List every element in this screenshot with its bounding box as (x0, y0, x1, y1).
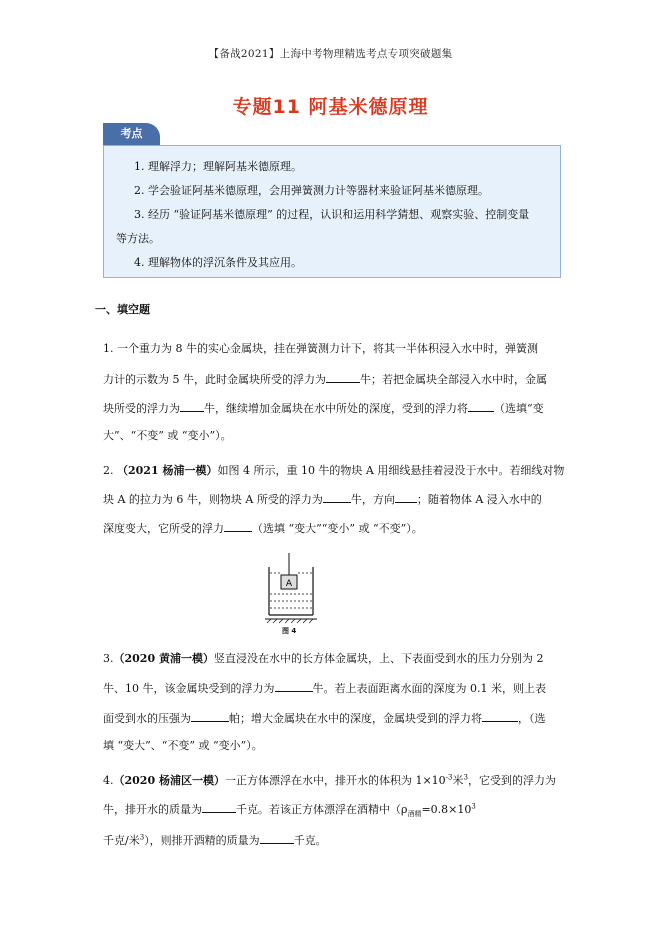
q3-line: 3.（2020 黄浦一模）竖直浸没在水中的长方体金属块，上、下表面受到水的压力分别为 2 (103, 652, 544, 665)
blank (191, 711, 229, 722)
blank (482, 711, 518, 722)
figure-caption: 图 4 (282, 627, 297, 635)
blank (275, 681, 313, 692)
q4-line: 4.（2020 杨浦区一模）一正方体漂浮在水中，排开水的体积为 $1\times 10^{-3}$米$^3$，它受到的浮力为 (103, 773, 556, 787)
q2-line: 块 A 的拉力为 6 牛，则物块 A 所受的浮力为 牛，方向 ；随着物体 A 浸入水中的 (103, 493, 542, 506)
page-title: 专题11 阿基米德原理 (232, 96, 429, 118)
q1-line: 力计的示数为 5 牛，此时金属块所受的浮力为 牛；若把金属块全部浸入水中时，金属 (103, 373, 547, 386)
section-heading: 一、填空题 (95, 303, 150, 316)
q3-source: （2020 黄浦一模） (113, 652, 214, 665)
q3-line: 填 “变大”、“不变” 或 “变小”）。 (103, 739, 263, 752)
blank (468, 401, 494, 412)
q4-line: 牛，排开水的质量为 千克。若该正方体漂浮在酒精中（$\rho_{酒精}=0.8\times 10^3$ (103, 802, 476, 819)
q1-line: 1. 一个重力为 8 牛的实心金属块，挂在弹簧测力计下，将其一半体积浸入水中时，弹簧测 (103, 342, 538, 355)
kaodian-item: 4. 理解物体的浮沉条件及其应用。 (134, 256, 302, 269)
kaodian-tab: 考点 (103, 123, 160, 145)
page-header: 【备战2021】上海中考物理精选考点专项突破题集 (208, 48, 453, 60)
q2-source: （2021 杨浦一模） (117, 464, 218, 477)
q4-source: （2020 杨浦区一模） (113, 774, 225, 787)
blank (202, 802, 236, 813)
block-label: A (285, 579, 293, 589)
blank (395, 492, 417, 503)
blank (323, 492, 351, 503)
blank (224, 521, 252, 532)
kaodian-item: 1. 理解浮力；理解阿基米德原理。 (134, 160, 302, 173)
kaodian-item: 2. 学会验证阿基米德原理，会用弹簧测力计等器材来验证阿基米德原理。 (134, 184, 489, 197)
kaodian-box (103, 145, 561, 278)
blank (180, 401, 204, 412)
q3-line: 牛、10 牛，该金属块受到的浮力为 牛。若上表面距离水面的深度为 0.1 米，则上表 (103, 682, 546, 695)
blank (326, 372, 360, 383)
q2-line: 深度变大，它所受的浮力 （选填 “变大”“变小” 或 “不变”）。 (103, 522, 423, 535)
q3-line: 面受到水的压强为 帕；增大金属块在水中的深度，金属块受到的浮力将 ，（选 (103, 712, 546, 725)
q2-line: 2. （2021 杨浦一模）如图 4 所示，重 10 牛的物块 A 用细线悬挂着浸没于水中。若细线对物 (103, 464, 565, 477)
q4-line: 千克/米$^3$），则排开酒精的质量为 千克。 (103, 833, 327, 847)
kaodian-item: 等方法。 (116, 232, 160, 245)
blank (260, 833, 294, 844)
kaodian-item: 3. 经历 “验证阿基米德原理” 的过程，认识和运用科学猜想、观察实验、控制变量 (134, 208, 530, 221)
q1-line: 大”、“不变” 或 “变小”）。 (103, 429, 232, 442)
q1-line: 块所受的浮力为 牛，继续增加金属块在水中所处的深度，受到的浮力将 （选填“变 (103, 402, 544, 415)
